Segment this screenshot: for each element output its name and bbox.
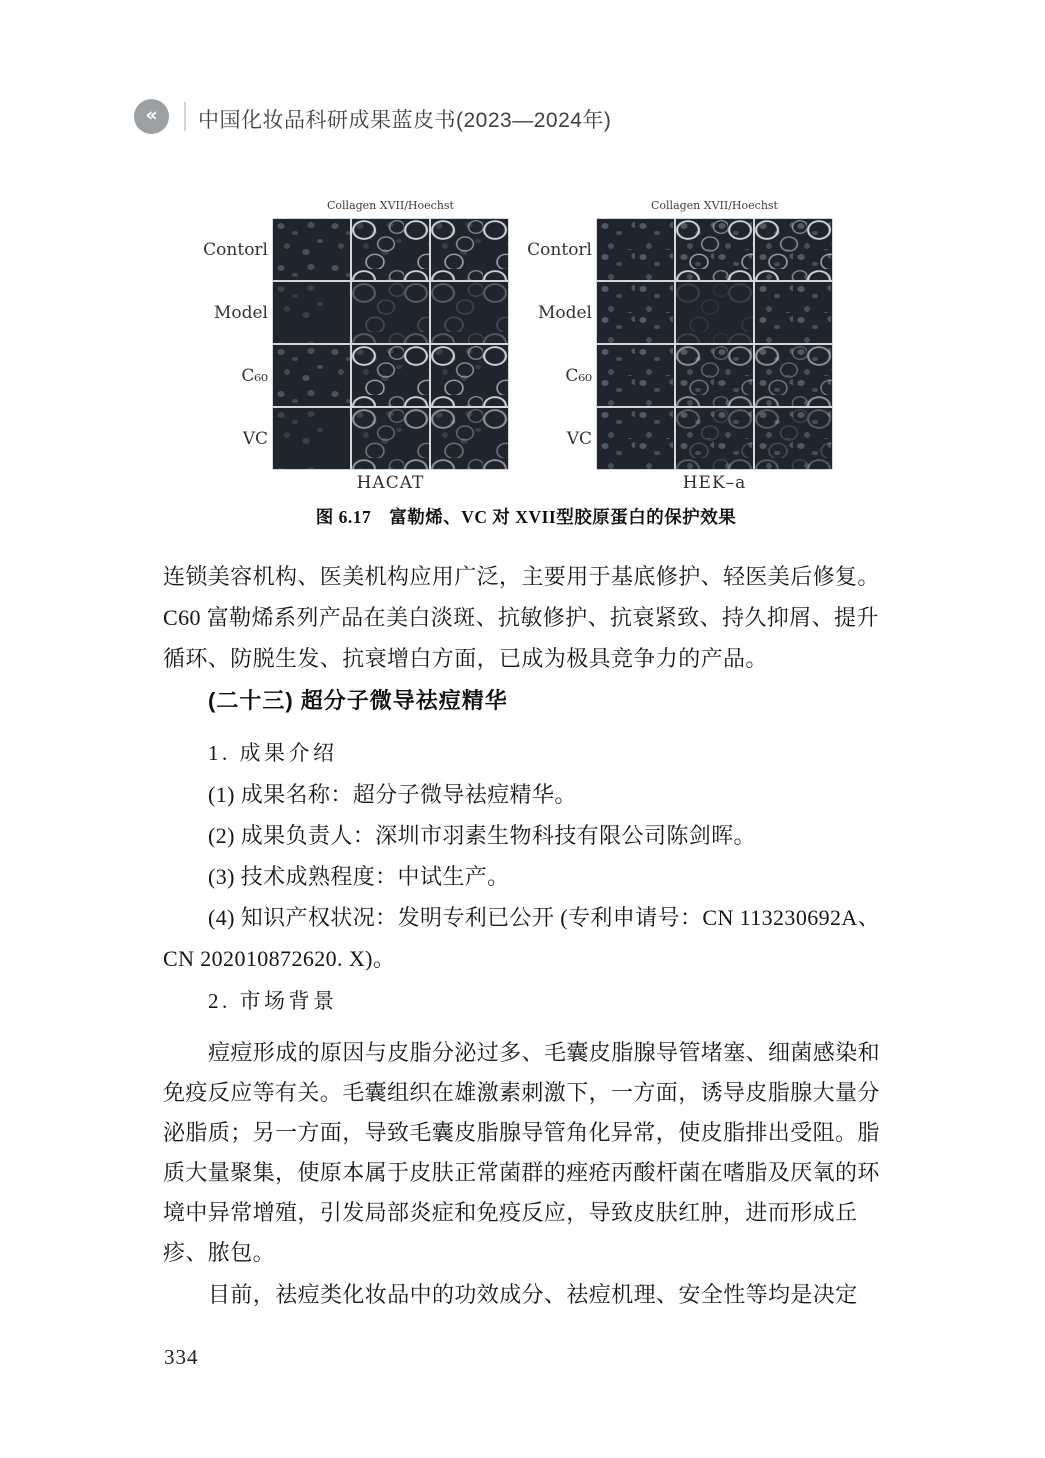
item-line: (4) 知识产权状况：发明专利已公开 (专利申请号：CN 113230692A、 [208,905,881,930]
running-head-title: 中国化妆品科研成果蓝皮书(2023—2024年) [198,109,612,132]
row-label-c60: C₆₀ [565,366,592,386]
result-items [163,774,891,979]
micrograph-cell [273,345,350,406]
subsection-label: 1. 成果介绍 [208,741,338,765]
item-line: (1) 成果名称：超分子微导祛痘精华。 [208,782,577,807]
micrograph-cell [676,282,753,343]
text-line: 质大量聚集，使原本属于皮肤正常菌群的痤疮丙酸杆菌在嗜脂及厌氧的环 [163,1160,880,1185]
subsection-label: 2. 市场背景 [208,989,338,1013]
micrograph-cell [352,282,429,343]
micrograph-cell [352,345,429,406]
text-line: 循环、防脱生发、抗衰增白方面，已成为极具竞争力的产品。 [163,646,768,671]
micrograph-cell [431,219,508,280]
micrograph-cell [755,282,832,343]
micrograph-cell [676,345,753,406]
micrograph-cell [755,345,832,406]
micrograph-cell [597,219,674,280]
row-label-contorl: Contorl [203,240,268,260]
item-line: (3) 技术成熟程度：中试生产。 [208,864,510,889]
text-line: 境中异常增殖，引发局部炎症和免疫反应，导致皮肤红肿，进而形成丘 [163,1200,858,1225]
micrograph-cell [597,408,674,469]
item-line: (2) 成果负责人：深圳市羽素生物科技有限公司陈剑晖。 [208,823,756,848]
item-line: CN 202010872620. X)。 [163,946,396,971]
micrograph-cell [273,282,350,343]
subsection-2 [163,981,891,1022]
paragraph-fullerene [163,556,891,679]
micrograph-cell [676,408,753,469]
text-line: 目前，祛痘类化妆品中的功效成分、祛痘机理、安全性等均是决定 [208,1282,858,1307]
paragraph-current-status [163,1274,891,1315]
micrograph-grid-hacat [272,218,509,470]
panel-title-left: Collagen XVII/Hoechst [327,199,454,212]
micrograph-cell [352,219,429,280]
subsection-1 [163,733,891,774]
text-line: C60 富勒烯系列产品在美白淡斑、抗敏修护、抗衰紧致、持久抑屑、提升 [163,605,879,630]
micrograph-cell [431,282,508,343]
row-label-vc: VC [242,429,268,449]
row-label-model: Model [213,303,268,323]
micrograph-cell [273,219,350,280]
micrograph-cell [352,408,429,469]
panel-title-right: Collagen XVII/Hoechst [651,199,778,212]
section-heading: (二十三) 超分子微导祛痘精华 [208,688,508,713]
micrograph-cell [431,345,508,406]
row-label-contorl: Contorl [527,240,592,260]
row-label-model: Model [537,303,592,323]
paragraph-acne-background [163,1033,891,1273]
micrograph-cell [676,219,753,280]
micrograph-cell [755,219,832,280]
text-line: 连锁美容机构、医美机构应用广泛，主要用于基底修护、轻医美后修复。 [163,564,880,589]
text-line: 免疫反应等有关。毛囊组织在雄激素刺激下，一方面，诱导皮脂腺大量分 [163,1080,880,1105]
micrograph-grid-heka [596,218,833,470]
text-line: 泌脂质；另一方面，导致毛囊皮脂腺导管角化异常，使皮脂排出受阻。脂 [163,1120,880,1145]
row-label-c60: C₆₀ [241,366,268,386]
x-label-hacat: HACAT [356,473,425,493]
figure-caption: 图 6.17 富勒烯、VC 对 XVII型胶原蛋白的保护效果 [315,507,737,527]
micrograph-cell [755,408,832,469]
text-line: 疹、脓包。 [163,1240,276,1265]
micrograph-cell [273,408,350,469]
page-number: 334 [164,1345,199,1369]
header-divider [184,102,186,131]
double-chevron-left-icon: « [134,99,169,134]
micrograph-cell [597,282,674,343]
row-label-vc: VC [566,429,592,449]
text-line: 痘痘形成的原因与皮脂分泌过多、毛囊皮脂腺导管堵塞、细菌感染和 [208,1040,881,1065]
x-label-heka: HEK–a [682,473,747,493]
micrograph-cell [431,408,508,469]
micrograph-cell [597,345,674,406]
